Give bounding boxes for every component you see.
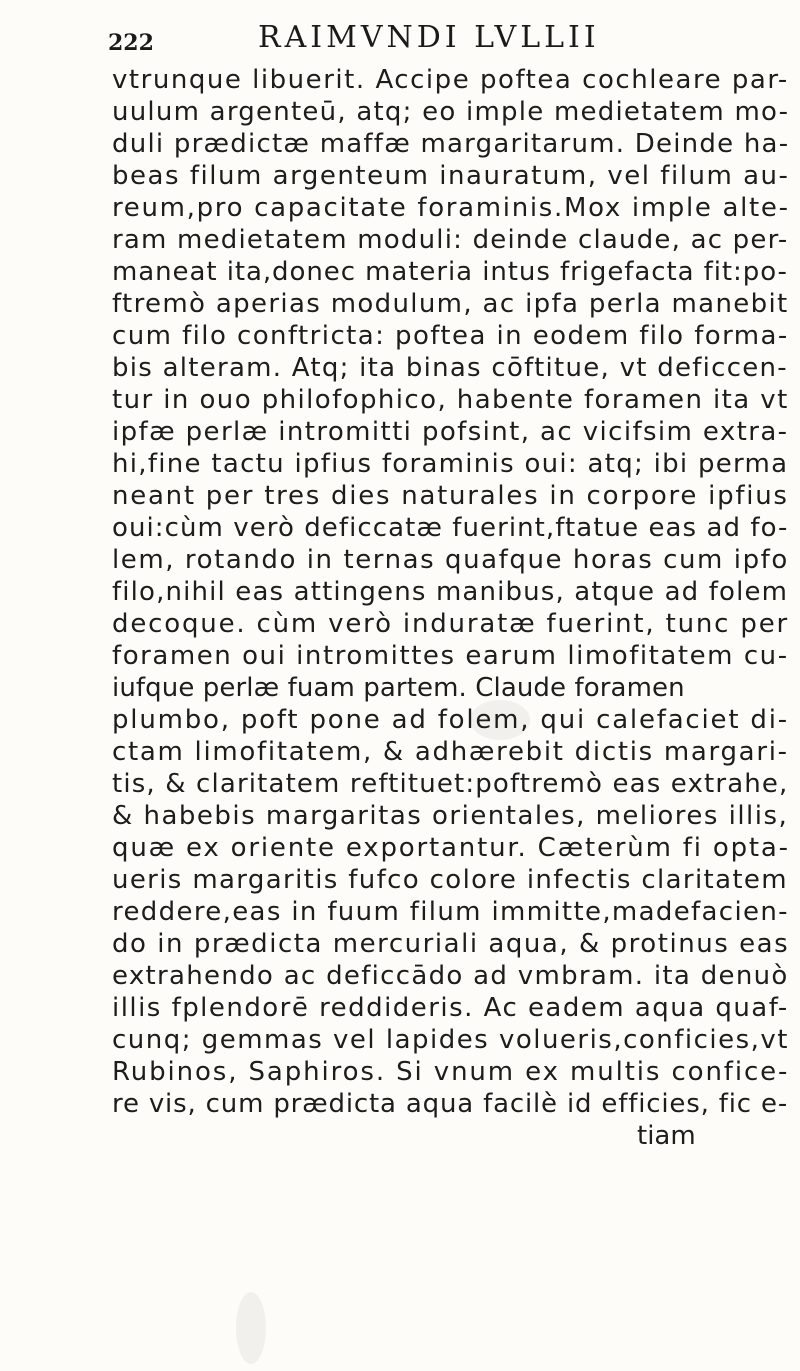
page-header [108, 12, 668, 60]
text-line: bis alteram. Atq; ita binas cōftitue, vt deficcen- [112, 353, 788, 383]
text-line: quæ ex oriente exportantur. Cæterùm fi opta- [112, 833, 790, 863]
text-line: neant per tres dies naturales in corpore ipfius [112, 481, 789, 511]
text-line: iufque perlæ fuam partem. Claude foramen [112, 673, 685, 703]
text-line: illis fplendorē reddideris. Ac eadem aqua quaf- [112, 993, 789, 1023]
text-line: tur in ouo philofophico, habente foramen ita vt [112, 385, 789, 415]
text-line: decoque. cùm verò induratæ fuerint, tunc per [112, 609, 790, 639]
text-line: oui:cùm verò deficcatæ fuerint,ftatue eas ad fo- [112, 513, 789, 543]
running-title: RAIMVNDI LVLLII [258, 20, 600, 55]
text-line: tis, & claritatem reftituet:poftremò eas extrahe, [112, 769, 789, 799]
text-line: extrahendo ac deficcādo ad vmbram. ita denuò [112, 961, 789, 991]
text-line: maneat ita,donec materia intus frigefacta fit:po- [112, 257, 788, 287]
text-line: Rubinos, Saphiros. Si vnum ex multis confice- [112, 1057, 790, 1087]
text-line: cum filo conftricta: poftea in eodem filo forma- [112, 321, 789, 351]
text-line: ueris margaritis fufco colore infectis claritatem [112, 865, 788, 895]
text-line: foramen oui intromittes earum limofitatem cu- [112, 641, 789, 671]
body-text [112, 64, 792, 1152]
page-number: 222 [108, 30, 154, 56]
text-line: & habebis margaritas orientales, meliores illis, [112, 801, 789, 831]
text-line: ipfæ perlæ intromitti pofsint, ac vicifsim extra- [112, 417, 789, 447]
text-line: lem, rotando in ternas quafque horas cum ipfo [112, 545, 789, 575]
text-line: duli prædictæ maffæ margaritarum. Deinde ha- [112, 129, 790, 159]
text-line: reddere,eas in fuum filum immitte,madefacien- [112, 897, 789, 927]
text-line: vtrunque libuerit. Accipe poftea cochleare par- [112, 65, 789, 95]
text-line: ftremò aperias modulum, ac ipfa perla manebit [112, 289, 789, 319]
text-line: re vis, cum prædicta aqua facilè id efficies, fic e- [112, 1089, 789, 1119]
text-line: ram medietatem moduli: deinde claude, ac per- [112, 225, 789, 255]
text-line: do in prædicta mercuriali aqua, & protinus eas [112, 929, 790, 959]
text-line: beas filum argenteum inauratum, vel filum au- [112, 161, 790, 191]
text-line: uulum argenteū, atq; eo imple medietatem mo- [112, 97, 790, 127]
text-line: plumbo, poft pone ad folem, qui calefaciet di- [112, 705, 789, 735]
text-line: filo,nihil eas attingens manibus, atque ad folem [112, 577, 789, 607]
text-line: reum,pro capacitate foraminis.Mox imple alte- [112, 193, 790, 223]
text-line: cunq; gemmas vel lapides volueris,conficies,vt [112, 1025, 789, 1055]
text-line: hi,fine tactu ipfius foraminis oui: atq; ibi perma [112, 449, 789, 479]
catchword: tiam [637, 1121, 696, 1151]
paper-stain [236, 1292, 266, 1364]
text-line: ctam limofitatem, & adhærebit dictis margari- [112, 737, 789, 767]
